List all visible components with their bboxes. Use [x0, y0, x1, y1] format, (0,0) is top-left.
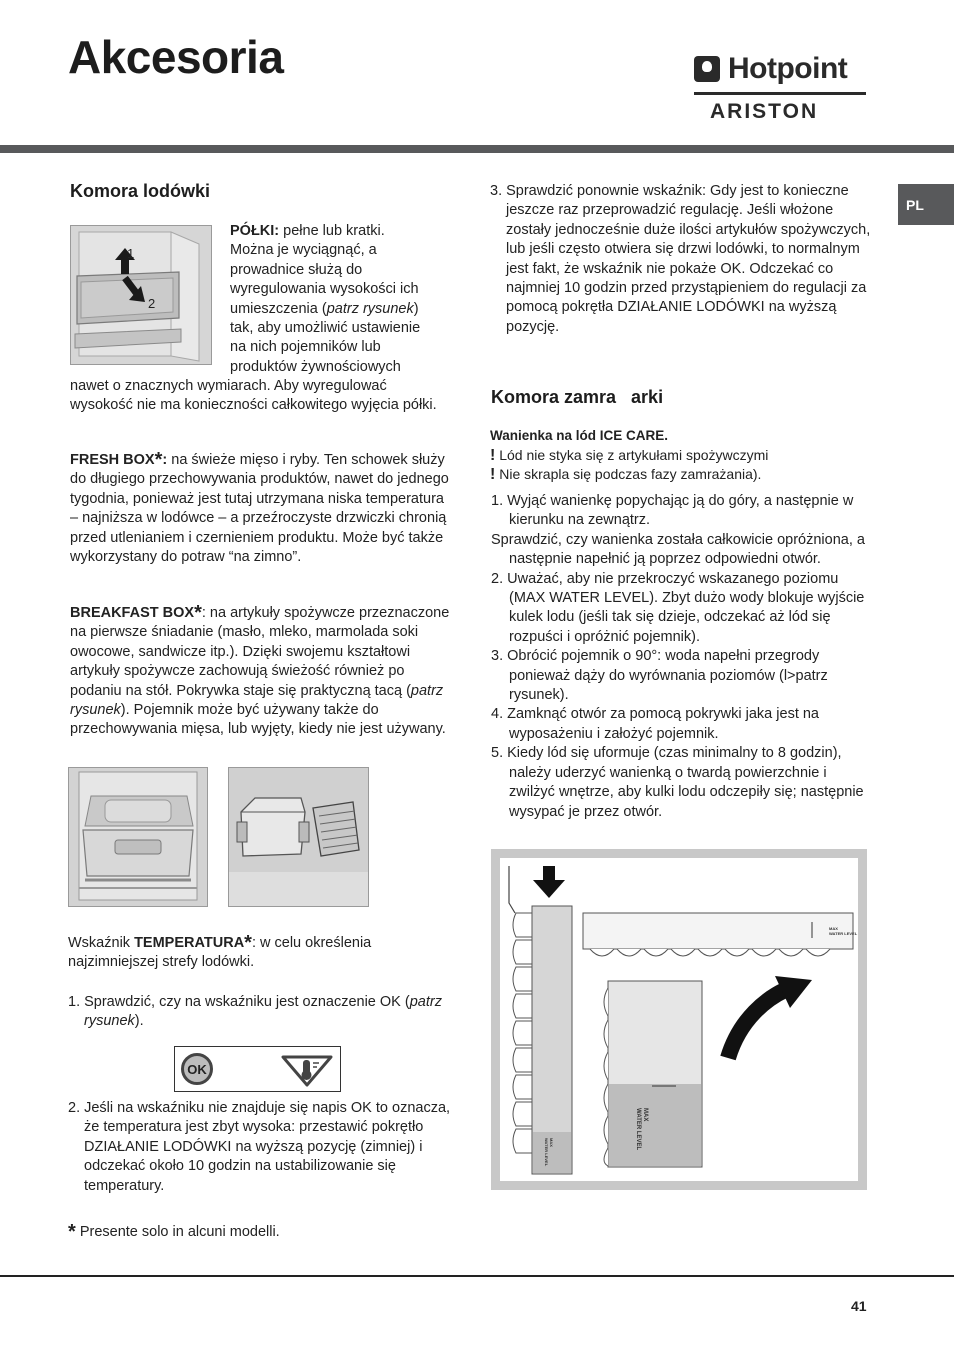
max-water-level-label-vertical — [634, 1108, 648, 1150]
ice-step: 3. Obrócić pojemnik o 90°: woda napełni przegrody ponieważ dąży do wyrównania poziomów (l>patrz rysunek). — [491, 648, 828, 704]
temp-label: TEMPERATURA — [134, 935, 245, 951]
shelf-intro: pełne lub kratki. — [279, 223, 385, 239]
thermometer-warning-icon — [279, 1051, 335, 1089]
breakfast-box-ref: patrz rysunek — [70, 682, 444, 719]
ice-note-text: Lód nie styka się z artykułami spożywczymi — [495, 447, 769, 463]
ice-care-notes — [490, 446, 870, 484]
ice-note-mark: ! — [490, 447, 496, 464]
fresh-box-figure — [68, 767, 208, 907]
shelf-line: na nich pojemników lub — [230, 339, 381, 356]
max-water-level-label-horizontal — [829, 926, 857, 936]
temp-text: : w celu określenia najzimniejszej strefy lodówki. — [68, 935, 372, 971]
language-tab: PL — [898, 184, 954, 225]
fig-label-max: MAX — [642, 1108, 648, 1122]
section-heading-freezer: Komora zamra arki — [491, 387, 664, 407]
shelf-label: PÓŁKI: — [230, 223, 280, 239]
ice-tray-figure — [491, 849, 867, 1190]
page-number: 41 — [851, 1298, 867, 1314]
max-water-level-label-small — [544, 1138, 554, 1166]
ice-step: 1. Wyjąć wanienkę popychając ją do góry, a następnie w kierunku na zewnątrz. — [491, 493, 854, 529]
ice-step: 5. Kiedy lód się uformuje (czas minimalny to 8 godzin), należy uderzyć wanienką o twardą powierzchnie i zwilżyć wnętrze, aby kulki lodu odczepiły się; następnie wysypać je przez otwór. — [491, 745, 864, 820]
breakfast-box-illustration — [229, 768, 368, 906]
brand-sub: ARISTON — [710, 100, 819, 123]
ice-tray-illustration — [500, 858, 858, 1181]
shelf-fig-label-1: 1 — [127, 246, 135, 261]
hotpoint-ariston-logo — [694, 50, 868, 126]
footnote-text: Presente solo in alcuni modelli. — [75, 1224, 280, 1240]
shelf-line: tak, aby umożliwić ustawienie — [230, 320, 421, 337]
shelf-line: wyregulowania wysokości ich — [230, 281, 419, 298]
breakfast-box-text-1: : na artykuły spożywcze przeznaczone na pierwsze śniadanie (masło, mleko, marmolada soki owocowe, sandwicze itp.). Dzięki swojemu kształtowi artykuły spożywcze zachowują świeżość również po podaniu na stół. Pokrywka staje się praktyczną tacą ( — [70, 605, 450, 699]
fresh-box-label: FRESH BOX — [70, 452, 155, 468]
fresh-box-text: na świeże mięso i ryby. Ten schowek służy do długiego przechowywania produktów, nawet do jednego tygodnia, ponieważ jest tutaj utrzymana niska temperatura – najniższa w lodówce – a przeźroczyste drzwiczki chronią przed utlenianiem i czernieniem produktu. Może być także wykorzystany do potraw “na zimno”. — [70, 452, 449, 566]
temperature-paragraph — [68, 934, 450, 973]
shelf-text-continued: nawet o znacznych wymiarach. Aby wyregulować wysokość nie ma konieczności całkowitego wyjęcia półki. — [70, 378, 437, 414]
fresh-box-paragraph — [70, 451, 450, 567]
page-title: Akcesoria — [68, 31, 284, 83]
shelf-line: Można je wyciągnąć, a — [230, 242, 377, 259]
hotpoint-logo-icon — [694, 56, 720, 82]
temp-step-3: 3. Sprawdzić ponownie wskaźnik: Gdy jest to konieczne jeszcze raz przeprowadzić regulację. Jeśli włożone zostały jednocześnie duże ilości artykułów spożywczych, lub jeśli często otwiera się drzwi lodówki, to normalnym jest fakt, że wskaźnik nie pokaże OK. Odczekać co najmniej 10 godzin przed przystąpieniem do regulacji za pomocą pokrętła DZIAŁANIE LODÓWKI na wyższą pozycję. — [490, 183, 871, 335]
ice-step: 2. Uważać, aby nie przekroczyć wskazanego poziomu (MAX WATER LEVEL). Zbyt dużo wody blokuje wyjście kulek lodu (jeśli tak się dzieje, odczekać aż lód się rozpuści i opróżnić pojemnik). — [491, 570, 865, 645]
fresh-box-colon: : — [162, 452, 168, 468]
temp-step-1 — [68, 993, 466, 1032]
temperature-indicator-figure — [174, 1046, 341, 1092]
temp-star: * — [244, 932, 252, 954]
shelf-fig-label-2: 2 — [148, 296, 156, 311]
footnote — [68, 1223, 450, 1242]
fresh-box-star: * — [154, 449, 163, 471]
fig-label-water-level: WATER LEVEL — [635, 1108, 641, 1151]
breakfast-box-star: * — [194, 602, 202, 624]
brand-name: Hotpoint — [728, 52, 848, 85]
temp-prefix: Wskaźnik — [68, 935, 135, 951]
ice-note-mark: ! — [490, 466, 496, 483]
footer-rule — [0, 1275, 954, 1277]
shelf-ref: patrz rysunek — [326, 300, 414, 317]
temp-step-2: 2. Jeśli na wskaźniku nie znajduje się napis OK to oznacza, że temperatura jest zbyt wysoka: przestawić pokrętło DZIAŁANIE LODÓWKI na wyższą pozycję (zimniej) i odczekać około 10 godzin na ustabilizowanie się temperatury. — [68, 1100, 451, 1194]
footnote-star: * — [68, 1221, 76, 1243]
shelf-line: produktów żywnościowych — [230, 358, 401, 375]
ice-care-title: Wanienka na lód ICE CARE. — [490, 428, 669, 443]
ok-icon: OK — [181, 1053, 213, 1085]
ice-care-steps — [491, 492, 867, 822]
ice-note-text: Nie skrapla się podczas fazy zamrażania). — [495, 466, 762, 482]
fig-label-water-level: WATER LEVEL — [829, 931, 858, 936]
step1-text-b: ). — [134, 1013, 144, 1030]
fresh-box-illustration — [69, 768, 207, 906]
ice-step: 4. Zamknąć otwór za pomocą pokrywki jaka jest na wyposażeniu i założyć pojemnik. — [491, 706, 819, 742]
shelf-figure — [70, 225, 212, 365]
shelf-text-right — [230, 222, 450, 377]
step1-ref: patrz rysunek — [84, 994, 442, 1030]
fig-label-water-level: WATER LEVEL — [544, 1138, 549, 1167]
logo-divider — [694, 92, 866, 95]
header-bar — [0, 145, 954, 153]
fig-label-max: MAX — [829, 926, 838, 931]
breakfast-box-label: BREAKFAST BOX — [70, 605, 195, 621]
fig-label-max: MAX — [549, 1138, 554, 1147]
step1-text-a: 1. Sprawdzić, czy na wskaźniku jest oznaczenie OK ( — [68, 994, 410, 1010]
shelf-line: umieszczenia ( — [230, 300, 327, 317]
ice-note — [490, 446, 870, 465]
breakfast-box-text-2: ). Pojemnik może być używany także do przechowywania mięsa, lub wyjęty, kiedy nie jest używany. — [70, 702, 446, 738]
breakfast-box-paragraph — [70, 604, 450, 740]
section-heading-fridge: Komora lodówki — [70, 181, 211, 201]
shelf-line: prowadnice służą do — [230, 261, 363, 278]
shelf-ref-end: ) — [413, 300, 419, 317]
ice-step: Sprawdzić, czy wanienka została całkowicie opróżniona, a następnie napełnić ją poprzez odpowiedni otwór. — [491, 531, 865, 568]
shelf-illustration — [71, 226, 211, 364]
ice-note — [490, 465, 870, 484]
breakfast-box-figure — [228, 767, 369, 907]
